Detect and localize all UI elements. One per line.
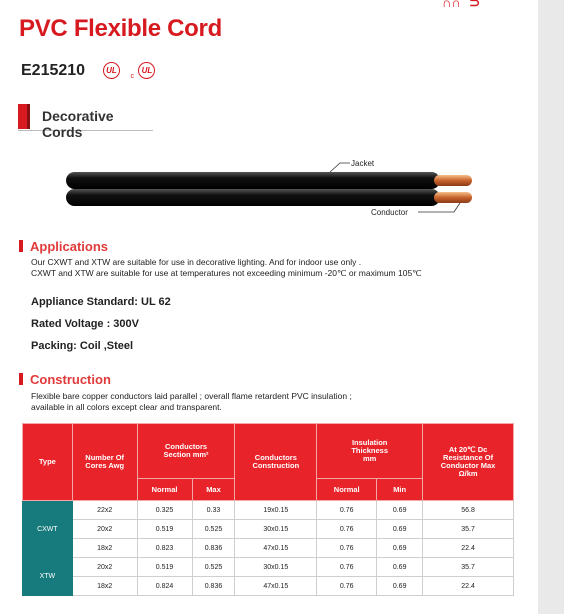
section-max-cell: 0.836	[192, 539, 235, 558]
cores-cell: 18x2	[72, 577, 137, 596]
section-normal-cell: 0.823	[137, 539, 192, 558]
applications-heading-label: Applications	[30, 239, 109, 254]
construction-cell: 30x0.15	[235, 520, 317, 539]
table-row	[23, 501, 514, 520]
resistance-cell: 35.7	[423, 558, 514, 577]
ul-listed-icon: UL	[103, 62, 120, 79]
resistance-cell: 56.8	[423, 501, 514, 520]
construction-cell: 19x0.15	[235, 501, 317, 520]
ul-c-prefix: c	[130, 73, 134, 80]
cul-listed-icon: UL	[138, 62, 155, 79]
brand-logo-icon-2: ⊃	[469, 0, 481, 10]
section-normal-cell: 0.824	[137, 577, 192, 596]
resistance-cell: 35.7	[423, 520, 514, 539]
table-row	[23, 558, 514, 577]
type-cell: CXWT	[23, 501, 73, 558]
col-header-resistance: At 20℃ Dc Resistance Of Conductor Max Ω/km	[423, 424, 514, 501]
page-side-band	[538, 0, 564, 614]
construction-text	[31, 391, 352, 413]
cores-cell: 20x2	[72, 520, 137, 539]
section-tab-marker	[18, 104, 27, 129]
insulation-min-cell: 0.69	[377, 520, 423, 539]
construction-cell: 47x0.15	[235, 577, 317, 596]
specification-table	[22, 423, 514, 596]
conductor-label: Conductor	[371, 208, 408, 217]
applications-heading	[19, 239, 108, 254]
insulation-min-cell: 0.69	[377, 539, 423, 558]
section-tab-decorative-cords	[18, 104, 153, 140]
col-header-insulation-min: Min	[377, 479, 423, 501]
table-row	[23, 577, 514, 596]
cores-cell: 20x2	[72, 558, 137, 577]
section-max-cell: 0.33	[192, 501, 235, 520]
col-header-section: Conductors Section mm²	[137, 424, 235, 479]
brand-logo-marks	[442, 0, 484, 8]
resistance-cell: 22.4	[423, 539, 514, 558]
table-row	[23, 539, 514, 558]
applications-line: Our CXWT and XTW are suitable for use in decorative lighting. And for indoor use only .	[31, 257, 362, 267]
col-header-type: Type	[23, 424, 73, 501]
section-max-cell: 0.836	[192, 577, 235, 596]
table-row	[23, 520, 514, 539]
jacket-leader-line	[330, 163, 350, 172]
heading-marker-icon	[19, 373, 23, 385]
cores-cell: 18x2	[72, 539, 137, 558]
construction-heading	[19, 372, 111, 387]
cable-illustration	[40, 155, 500, 225]
resistance-cell: 22.4	[423, 577, 514, 596]
section-tab-marker-shade	[27, 104, 30, 129]
insulation-normal-cell: 0.76	[317, 520, 377, 539]
col-header-insulation-normal: Normal	[317, 479, 377, 501]
appliance-standard: Appliance Standard: UL 62	[31, 296, 171, 308]
col-header-construction: Conductors Construction	[235, 424, 317, 501]
cable-jacket-upper	[66, 172, 440, 189]
insulation-min-cell: 0.69	[377, 558, 423, 577]
jacket-label: Jacket	[351, 159, 375, 168]
construction-heading-label: Construction	[30, 372, 111, 387]
section-normal-cell: 0.519	[137, 520, 192, 539]
construction-line: Flexible bare copper conductors laid parallel ; overall flame retardent PVC insulation ;	[31, 391, 352, 401]
conductor-strand-lower	[434, 192, 472, 203]
ul-certification-marks	[103, 62, 155, 80]
construction-cell: 47x0.15	[235, 539, 317, 558]
section-max-cell: 0.525	[192, 520, 235, 539]
insulation-normal-cell: 0.76	[317, 558, 377, 577]
brand-logo-icon: ∩∩	[442, 0, 461, 10]
page-title: PVC Flexible Cord	[19, 15, 222, 42]
packing-info: Packing: Coil ,Steel	[31, 340, 134, 352]
col-header-section-max: Max	[192, 479, 235, 501]
insulation-normal-cell: 0.76	[317, 501, 377, 520]
rated-voltage: Rated Voltage : 300V	[31, 318, 139, 330]
heading-marker-icon	[19, 240, 23, 252]
insulation-min-cell: 0.69	[377, 501, 423, 520]
cores-cell: 22x2	[72, 501, 137, 520]
construction-cell: 30x0.15	[235, 558, 317, 577]
section-tab-label: Decorative Cords	[42, 108, 114, 140]
section-normal-cell: 0.519	[137, 558, 192, 577]
insulation-normal-cell: 0.76	[317, 577, 377, 596]
section-normal-cell: 0.325	[137, 501, 192, 520]
applications-line: CXWT and XTW are suitable for use at temperatures not exceeding minimum -20℃ or maximum 105℃	[31, 268, 422, 278]
insulation-normal-cell: 0.76	[317, 539, 377, 558]
insulation-min-cell: 0.69	[377, 577, 423, 596]
cable-jacket-lower	[66, 189, 440, 206]
col-header-section-normal: Normal	[137, 479, 192, 501]
type-cell: XTW	[23, 558, 73, 596]
conductor-strand-upper	[434, 175, 472, 186]
section-max-cell: 0.525	[192, 558, 235, 577]
col-header-cores: Number Of Cores Awg	[72, 424, 137, 501]
construction-line: available in all colors except clear and transparent.	[31, 402, 222, 412]
applications-text	[31, 257, 422, 279]
ul-file-number: E215210	[21, 62, 86, 79]
col-header-insulation: Insulation Thickness mm	[317, 424, 423, 479]
